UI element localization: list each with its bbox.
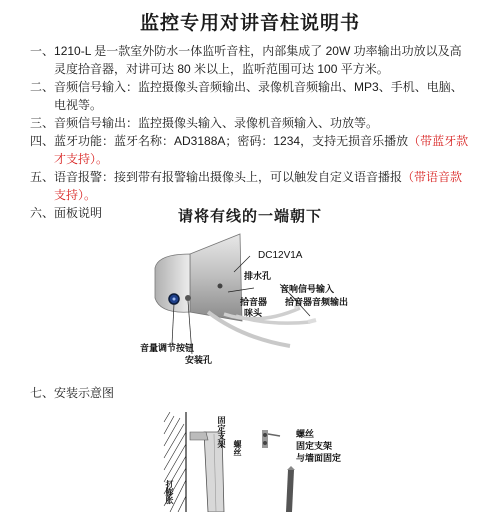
label-dc: DC12V1A xyxy=(258,250,303,261)
list-item xyxy=(30,114,470,132)
label-mic2: 咪头 xyxy=(244,308,263,318)
list-item xyxy=(30,78,470,114)
label-fixed-bracket: 固定支架 xyxy=(217,416,226,448)
label-mic: 拾音器 xyxy=(240,297,268,307)
item-text: 面板说明 xyxy=(54,206,103,220)
item-number: 六、 xyxy=(30,206,55,220)
label-bracket-right: 固定支架 xyxy=(296,441,333,451)
item-number: 三、 xyxy=(30,116,55,130)
label-screw-right: 螺丝 xyxy=(296,429,315,439)
item-note: （带语音款支持）。 xyxy=(54,170,463,202)
item-text: 1210-L 是一款室外防水一体监听音柱，内部集成了 20W 功率输出功放以及高灵度拾音器，对讲可达 80 米以上，监听范围可达 100 平方米。 xyxy=(54,44,462,76)
item-number: 一、 xyxy=(30,44,55,58)
label-mic-out: 拾音器音频输出 xyxy=(285,297,349,307)
item-text: 语音报警：接到带有报警输出摄像头上，可以触发自定义语音播报 xyxy=(54,170,403,184)
document-title: 监控专用对讲音柱说明书 xyxy=(139,13,360,34)
list-item xyxy=(30,132,470,168)
label-drain: 排水孔 xyxy=(244,271,272,281)
label-mount-hole: 安装孔 xyxy=(185,355,213,365)
list-item xyxy=(30,168,470,204)
item-text: 音频信号输入：监控摄像头音频输出、录像机音频输出、MP3、手机、电脑、电视等。 xyxy=(54,80,463,112)
label-wall-fix: 与墙面固定 xyxy=(296,453,342,463)
label-volume: 音量调节按钮 xyxy=(140,343,195,353)
item-number: 五、 xyxy=(30,170,55,184)
spec-list xyxy=(30,42,470,222)
item-text: 音频信号输出：监控摄像头输入、录像机音频输入、功放等。 xyxy=(54,116,379,130)
panel-heading: 请将有线的一端朝下 xyxy=(177,208,322,225)
label-audio-in: 音响信号输入 xyxy=(280,284,335,294)
label-screw: 螺丝 xyxy=(233,440,242,456)
item-note: （带蓝牙款才支持）。 xyxy=(54,134,469,166)
item-number: 四、 xyxy=(30,134,55,148)
label-expansion: 打膨胀 xyxy=(165,480,174,504)
list-item xyxy=(30,42,470,78)
item-text: 蓝牙功能：蓝牙名称：AD3188A；密码：1234，支持无损音乐播放 xyxy=(54,134,409,148)
section-install-heading: 七、安装示意图 xyxy=(30,386,115,400)
item-number: 二、 xyxy=(30,80,55,94)
